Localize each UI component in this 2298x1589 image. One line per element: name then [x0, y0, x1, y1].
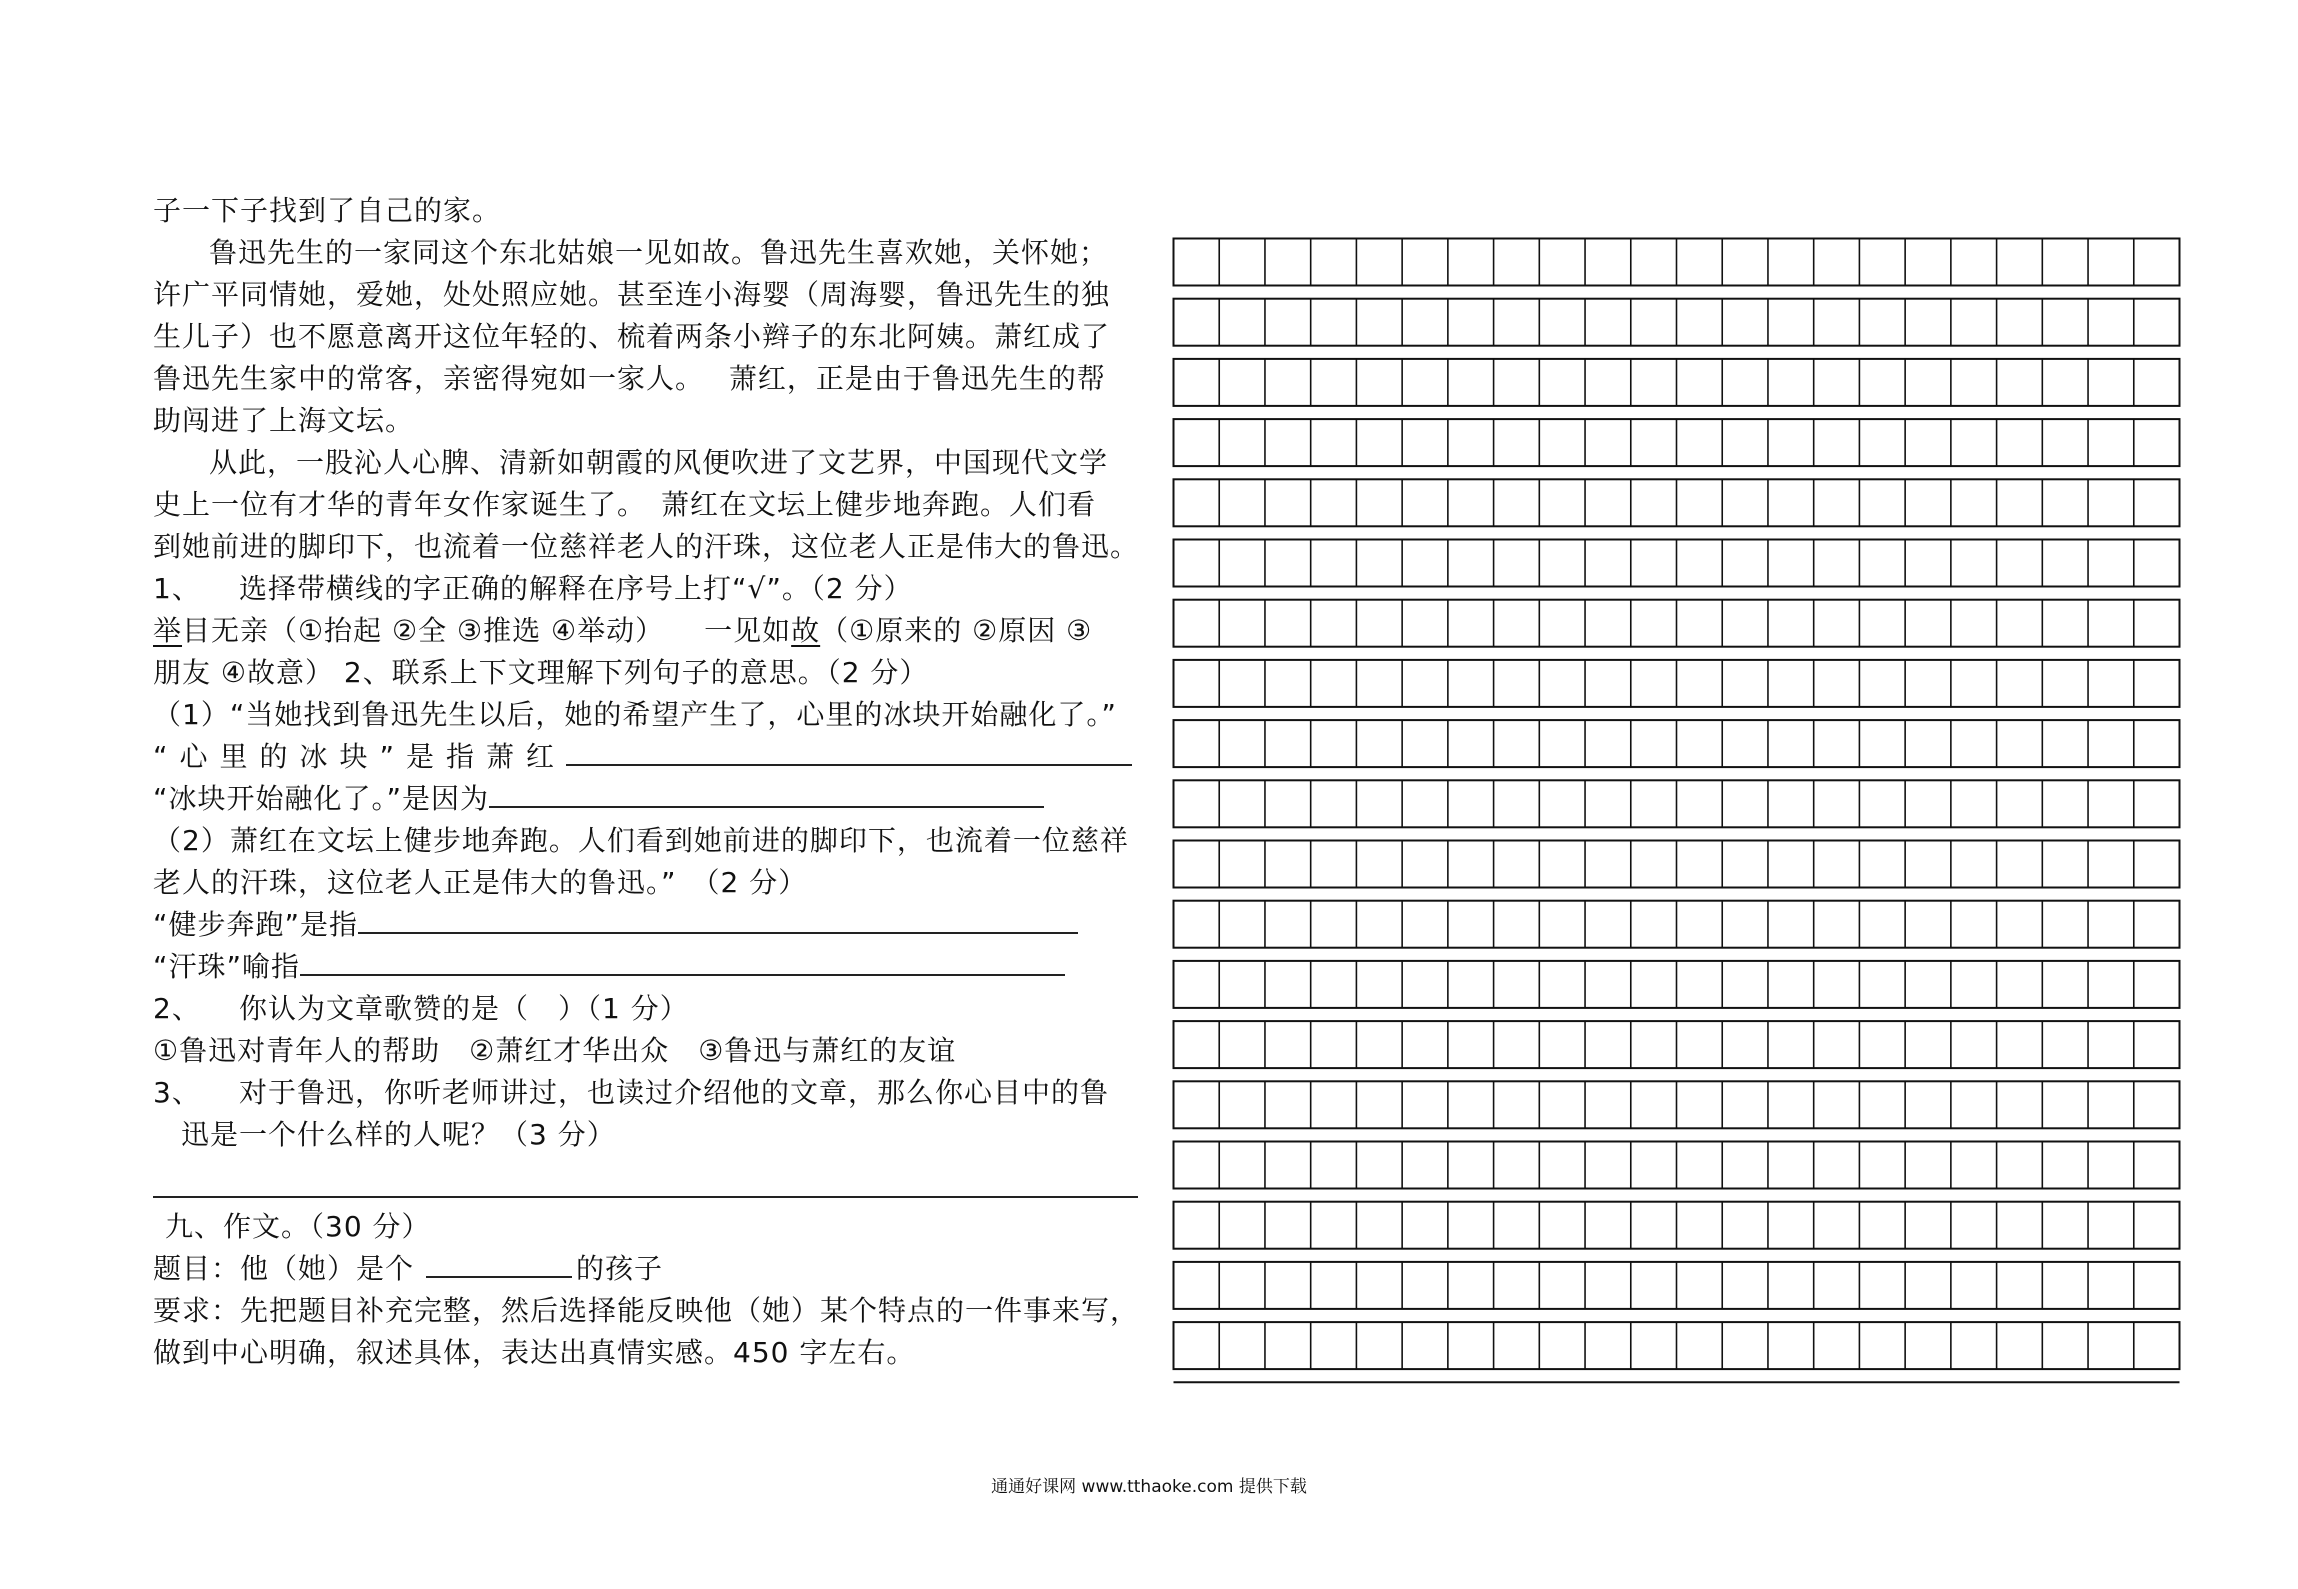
question-number: 2、 [153, 992, 201, 1025]
passage-line: 鲁迅先生家中的常客，亲密得宛如一家人。 萧红，正是由于鲁迅先生的帮 [153, 362, 1106, 395]
quoted-sentence: （2）萧红在文坛上健步地奔跑。人们看到她前进的脚印下，也流着一位慈祥 [153, 824, 1129, 857]
fill-in-line [153, 904, 1138, 946]
composition-requirement: 做到中心明确，叙述具体，表达出真情实感。450 字左右。 [153, 1336, 916, 1369]
writing-grid-svg[interactable] [1172, 237, 2182, 1387]
question-number: 1、 [153, 572, 201, 605]
prompt-text: “健步奔跑”是指 [153, 908, 359, 941]
question-2-heading: 朋友 ④故意） 2、联系上下文理解下列句子的意思。（2 分） [153, 656, 929, 689]
question-number: 3、 [153, 1076, 201, 1109]
title-blank[interactable] [426, 1254, 572, 1278]
question-3 [153, 988, 1138, 1030]
grid-row[interactable] [1174, 479, 2180, 526]
prompt-text: 题目：他（她）是个 [153, 1252, 415, 1285]
grid-row[interactable] [1174, 239, 2180, 286]
passage-line: 生儿子）也不愿意离开这位年轻的、梳着两条小辫子的东北阿姨。萧红成了 [153, 320, 1111, 353]
composition-requirement: 要求：先把题目补充完整，然后选择能反映他（她）某个特点的一件事来写， [153, 1294, 1140, 1327]
question-1 [153, 568, 1138, 610]
question-3-options[interactable]: ①鲁迅对青年人的帮助 ②萧红才华出众 ③鲁迅与萧红的友谊 [153, 1034, 957, 1067]
passage-line: 许广平同情她，爱她，处处照应她。甚至连小海婴（周海婴，鲁迅先生的独 [153, 278, 1111, 311]
grid-row[interactable] [1174, 1262, 2180, 1309]
underlined-word: 举 [153, 614, 183, 647]
grid-row[interactable] [1174, 419, 2180, 466]
answer-line[interactable] [153, 1196, 1138, 1198]
prompt-text: 的孩子 [576, 1252, 664, 1285]
composition-title [153, 1248, 1138, 1290]
fill-in-line [153, 736, 1138, 778]
grid-row[interactable] [1174, 961, 2180, 1008]
grid-row[interactable] [1174, 1322, 2180, 1369]
option-text[interactable]: 目无亲（①抬起 ②全 ③推选 ④举动） [182, 614, 665, 647]
question-text: 对于鲁迅，你听老师讲过，也读过介绍他的文章，那么你心目中的鲁 [239, 1076, 1110, 1109]
passage-line: 子一下子找到了自己的家。 [153, 194, 502, 227]
passage-line: 鲁迅先生的一家同这个东北姑娘一见如故。鲁迅先生喜欢她，关怀她； [209, 236, 1109, 269]
question-1-options [153, 610, 1138, 652]
grid-row[interactable] [1174, 1202, 2180, 1249]
passage-line: 助闯进了上海文坛。 [153, 404, 415, 437]
fill-in-line [153, 946, 1138, 988]
grid-row[interactable] [1174, 901, 2180, 948]
option-text[interactable]: （①原来的 ②原因 ③ [820, 614, 1093, 647]
passage-line: 史上一位有才华的青年女作家诞生了。 萧红在文坛上健步地奔跑。人们看 [153, 488, 1097, 521]
question-text: 选择带横线的字正确的解释在序号上打“√”。（2 分） [239, 572, 913, 605]
grid-row[interactable] [1174, 1081, 2180, 1128]
answer-blank[interactable] [566, 742, 1132, 766]
grid-row[interactable] [1174, 660, 2180, 707]
composition-heading: 九、作文。（30 分） [165, 1210, 431, 1243]
question-4-continued: 迅是一个什么样的人呢？（3 分） [181, 1118, 616, 1151]
underlined-word: 故 [791, 614, 821, 647]
question-4 [153, 1072, 1138, 1114]
prompt-text: “汗珠”喻指 [153, 950, 301, 983]
quoted-sentence: 老人的汗珠，这位老人正是伟大的鲁迅。” （2 分） [153, 866, 808, 899]
composition-section [153, 1206, 1138, 1374]
grid-row[interactable] [1174, 841, 2180, 888]
grid-row[interactable] [1174, 720, 2180, 767]
grid-row[interactable] [1174, 1021, 2180, 1068]
grid-row[interactable] [1174, 359, 2180, 406]
grid-row[interactable] [1174, 540, 2180, 587]
writing-grid[interactable] [1172, 237, 2182, 1387]
answer-blank[interactable] [358, 910, 1078, 934]
grid-row[interactable] [1174, 780, 2180, 827]
reading-section [153, 190, 1138, 1156]
grid-row[interactable] [1174, 600, 2180, 647]
quoted-sentence: （1）“当她找到鲁迅先生以后，她的希望产生了，心里的冰块开始融化了。” [153, 698, 1117, 731]
prompt-text: “冰块开始融化了。”是因为 [153, 782, 490, 815]
option-text: 一见如 [704, 614, 792, 647]
passage-line: 从此，一股沁人心脾、清新如朝霞的风便吹进了文艺界，中国现代文学 [209, 446, 1109, 479]
grid-row[interactable] [1174, 299, 2180, 346]
grid-row[interactable] [1174, 1142, 2180, 1189]
question-text: 你认为文章歌赞的是（ ）（1 分） [239, 992, 689, 1025]
passage-line: 到她前进的脚印下，也流着一位慈祥老人的汗珠，这位老人正是伟大的鲁迅。 [153, 530, 1140, 563]
answer-blank[interactable] [300, 952, 1065, 976]
fill-in-line [153, 778, 1138, 820]
prompt-text: “心里的冰块”是指萧红 [153, 740, 567, 773]
answer-blank[interactable] [489, 784, 1044, 808]
page-footer: 通通好课网 www.tthaoke.com 提供下载 [991, 1477, 1307, 1497]
